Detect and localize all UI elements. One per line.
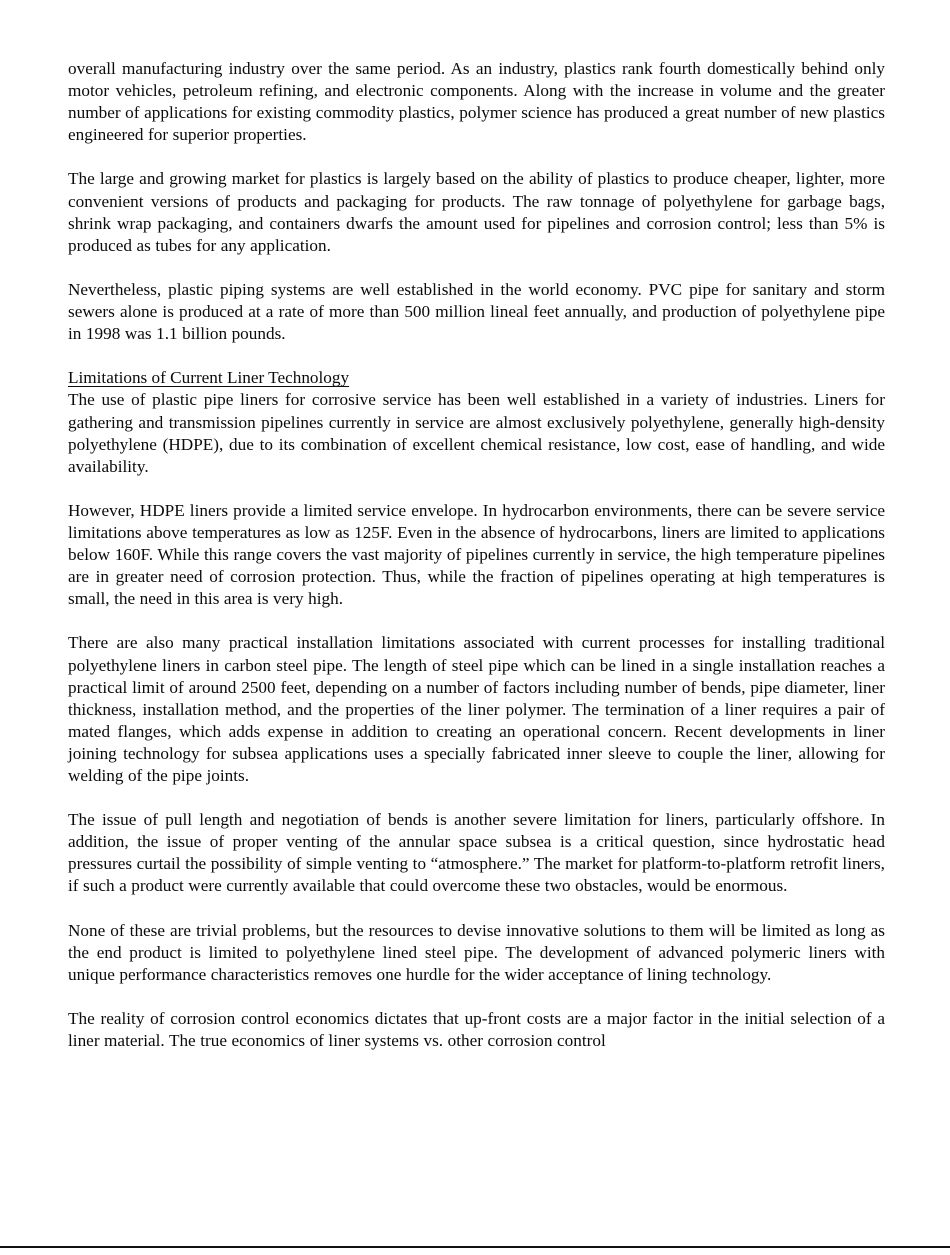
paragraph-trivial-problems: None of these are trivial problems, but the resources to devise innovative solutions to them will be limited as long as the end product is limited to polyethylene lined steel pipe. The development of advanced polymeric liners with unique performance characteristics removes one hurdle for the wider acceptance of lining technology. (68, 920, 885, 984)
paragraph-plastic-piping-systems: Nevertheless, plastic piping systems are well established in the world economy. PVC pipe for sanitary and storm sewers alone is produced at a rate of more than 500 million lineal feet annually, and production of polyethylene pipe in 1998 was 1.1 billion pounds. (68, 279, 885, 344)
paragraph-plastics-market: The large and growing market for plastics is largely based on the ability of plastics to produce cheaper, lighter, more convenient versions of products and packaging for products. The raw tonnage of polyethylene for garbage bags, shrink wrap packaging, and containers dwarfs the amount used for pipelines and corrosion control; less than 5% is produced as tubes for any application. (68, 169, 885, 255)
page-bottom-rule (0, 1246, 950, 1248)
body-text-column (68, 58, 885, 1052)
paragraph-hdpe-service-envelope: However, HDPE liners provide a limited service envelope. In hydrocarbon environments, there can be severe service limitations above temperatures as low as 125F. Even in the absence of hydrocarbons, liners are limited to applications below 160F. While this range covers the vast majority of pipelines currently in service, the high temperature pipelines are in greater need of corrosion protection. Thus, while the fraction of pipelines operating at high temperatures is small, the need in this area is very high. (68, 500, 885, 609)
paragraph-corrosion-control-economics: The reality of corrosion control economics dictates that up-front costs are a major factor in the initial selection of a liner material. The true economics of liner systems vs. other corrosion control (68, 1009, 885, 1051)
section-heading-limitations: Limitations of Current Liner Technology (68, 368, 350, 388)
section-heading-row (68, 367, 885, 389)
paragraph-overall-manufacturing: overall manufacturing industry over the same period. As an industry, plastics rank fourth domestically behind only motor vehicles, petroleum refining, and electronic components. Along with the increase in volume and the greater number of applications for existing commodity plastics, polymer science has produced a great number of new plastics engineered for superior properties. (68, 59, 885, 145)
paragraph-installation-limitations: There are also many practical installation limitations associated with current processes for installing traditional polyethylene liners in carbon steel pipe. The length of steel pipe which can be lined in a single installation reaches a practical limit of around 2500 feet, depending on a number of factors including number of bends, pipe diameter, liner thickness, installation method, and the properties of the liner polymer. The termination of a liner requires a pair of mated flanges, which adds expense in addition to creating an operational concern. Recent developments in liner joining technology for subsea applications uses a specially fabricated inner sleeve to couple the liner, allowing for welding of the pipe joints. (68, 633, 885, 785)
paragraph-pull-length-venting: The issue of pull length and negotiation of bends is another severe limitation for liners, particularly offshore. In addition, the issue of proper venting of the annular space subsea is a critical question, since hydrostatic head pressures curtail the possibility of simple venting to “atmosphere.” The market for platform-to-platform retrofit liners, if such a product were currently available that could overcome these two obstacles, would be enormous. (68, 810, 885, 896)
paragraph-plastic-pipe-liners: The use of plastic pipe liners for corrosive service has been well established in a variety of industries. Liners for gathering and transmission pipelines currently in service are almost exclusively polyethylene, generally high-density polyethylene (HDPE), due to its combination of excellent chemical resistance, low cost, ease of handling, and wide availability. (68, 390, 885, 476)
